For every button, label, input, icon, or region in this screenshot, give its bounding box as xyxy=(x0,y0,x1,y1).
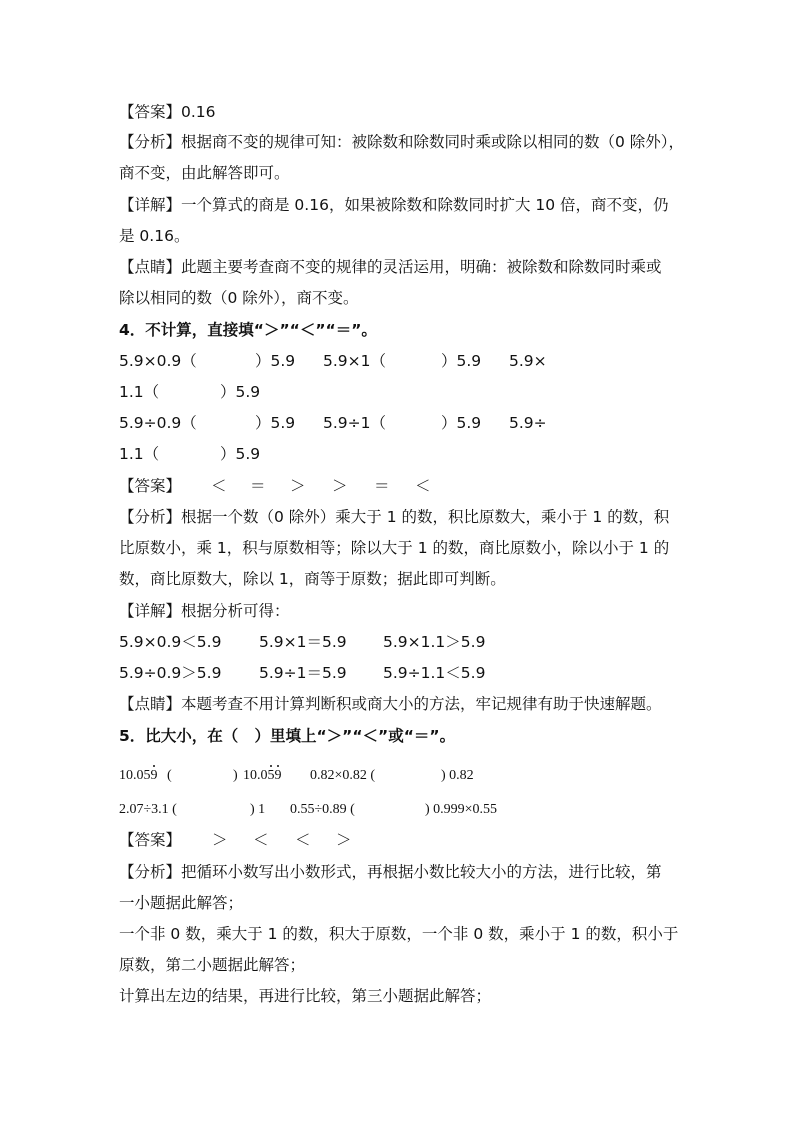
q5-expr-1-right xyxy=(243,766,282,786)
q5-analysis-line-1: 【分析】把循环小数写出小数形式，再根据小数比较大小的方法，进行比较，第 xyxy=(119,863,662,881)
q4-expr-3: 5.9× xyxy=(509,352,547,370)
q5-expr-2-right: ) 0.82 xyxy=(441,768,474,783)
q4-result-3: 5.9×1.1＞5.9 xyxy=(383,633,486,651)
q5-expr-3: 2.07÷3.1 ( xyxy=(119,802,177,817)
q4-expr-2-right: ）5.9 xyxy=(441,352,482,370)
q4-result-2: 5.9×1＝5.9 xyxy=(259,633,347,651)
q5-expr-4-right: ) 0.999×0.55 xyxy=(425,802,498,817)
q5-answer-2: ＜ xyxy=(253,831,269,849)
q4-expr-6: 5.9÷ xyxy=(509,414,547,432)
q5-expr-1-open: ( xyxy=(167,768,172,783)
q4-expr-1-right: ）5.9 xyxy=(255,352,296,370)
q5-answer-4: ＞ xyxy=(336,831,352,849)
q5-expr-1-close: ) xyxy=(233,768,238,783)
q5-analysis-line-5: 计算出左边的结果，再进行比较，第三小题据此解答； xyxy=(119,987,492,1005)
q4-expr-6-cont: 1.1（ xyxy=(119,445,160,463)
q4-expr-6-right: ）5.9 xyxy=(220,445,261,463)
q4-expr-5-right: ）5.9 xyxy=(441,414,482,432)
q3-analysis-line-2: 商不变，由此解答即可。 xyxy=(119,164,290,182)
q4-expr-4: 5.9÷0.9（ xyxy=(119,414,197,432)
q4-answer-label: 【答案】 xyxy=(119,477,182,495)
q4-answer-3: ＞ xyxy=(290,477,306,495)
q4-answer-1: ＜ xyxy=(211,477,227,495)
q4-result-1: 5.9×0.9＜5.9 xyxy=(119,633,222,651)
q5-analysis-line-3: 一个非 0 数，乘大于 1 的数，积大于原数，一个非 0 数，乘小于 1 的数，积小于 xyxy=(119,925,679,943)
q5-answer-3: ＜ xyxy=(295,831,311,849)
q3-detail-line-1: 【详解】一个算式的商是 0.16，如果被除数和除数同时扩大 10 倍，商不变，仍 xyxy=(119,196,669,214)
q4-analysis-line-3: 数，商比原数大，除以 1，商等于原数；据此即可判断。 xyxy=(119,570,506,588)
q5-expr-2: 0.82×0.82 ( xyxy=(310,768,376,783)
q5-expr-1-right-digits: 10.0 xyxy=(243,768,268,783)
q5-expr-4: 0.55÷0.89 ( xyxy=(290,802,355,817)
q5-analysis-line-4: 原数，第二小题据此解答； xyxy=(119,956,306,974)
q4-expr-2: 5.9×1（ xyxy=(323,352,386,370)
q4-analysis-line-1: 【分析】根据一个数（0 除外）乘大于 1 的数，积比原数大，乘小于 1 的数，积 xyxy=(119,508,670,526)
q4-expr-1: 5.9×0.9（ xyxy=(119,352,197,370)
q4-result-4: 5.9÷0.9＞5.9 xyxy=(119,664,222,682)
q5-expr-1 xyxy=(119,766,158,786)
q4-expr-4-right: ）5.9 xyxy=(255,414,296,432)
q5-expr-1-right-repeat-2: 9 xyxy=(275,766,282,786)
q4-result-6: 5.9÷1.1＜5.9 xyxy=(383,664,486,682)
q5-analysis-line-2: 一小题据此解答； xyxy=(119,894,244,912)
q4-expr-5: 5.9÷1（ xyxy=(323,414,386,432)
q3-detail-line-2: 是 0.16。 xyxy=(119,227,190,245)
q5-expr-1-repeat: 9 xyxy=(151,766,158,786)
q4-answer-4: ＞ xyxy=(332,477,348,495)
q3-answer: 【答案】0.16 xyxy=(119,103,216,121)
q4-comment: 【点睛】本题考查不用计算判断积或商大小的方法，牢记规律有助于快速解题。 xyxy=(119,695,662,713)
q5-answer-1: ＞ xyxy=(212,831,228,849)
q5-answer-label: 【答案】 xyxy=(119,831,182,849)
q4-analysis-line-2: 比原数小，乘 1，积与原数相等；除以大于 1 的数，商比原数小，除以小于 1 的 xyxy=(119,539,670,557)
q5-expr-1-right-repeat-1: 5 xyxy=(268,766,275,786)
q3-comment-line-1: 【点睛】此题主要考查商不变的规律的灵活运用，明确：被除数和除数同时乘或 xyxy=(119,258,662,276)
q3-analysis-line-1: 【分析】根据商不变的规律可知：被除数和除数同时乘或除以相同的数（0 除外）， xyxy=(119,133,685,151)
q4-answer-6: ＜ xyxy=(415,477,431,495)
q3-comment-line-2: 除以相同的数（0 除外），商不变。 xyxy=(119,289,359,307)
q4-expr-3-cont: 1.1（ xyxy=(119,383,160,401)
q4-title: 4．不计算，直接填“＞”“＜”“＝”。 xyxy=(119,321,377,339)
q5-expr-3-right: ) 1 xyxy=(250,802,266,817)
q4-expr-3-right: ）5.9 xyxy=(220,383,261,401)
q5-title: 5．比大小，在（ ）里填上“＞”“＜”或“＝”。 xyxy=(119,727,456,745)
q4-answer-5: ＝ xyxy=(374,477,390,495)
q4-result-5: 5.9÷1＝5.9 xyxy=(259,664,347,682)
q4-answer-2: ＝ xyxy=(250,477,266,495)
q5-expr-1-digits: 10.05 xyxy=(119,768,151,783)
q4-detail-title: 【详解】根据分析可得： xyxy=(119,602,290,620)
